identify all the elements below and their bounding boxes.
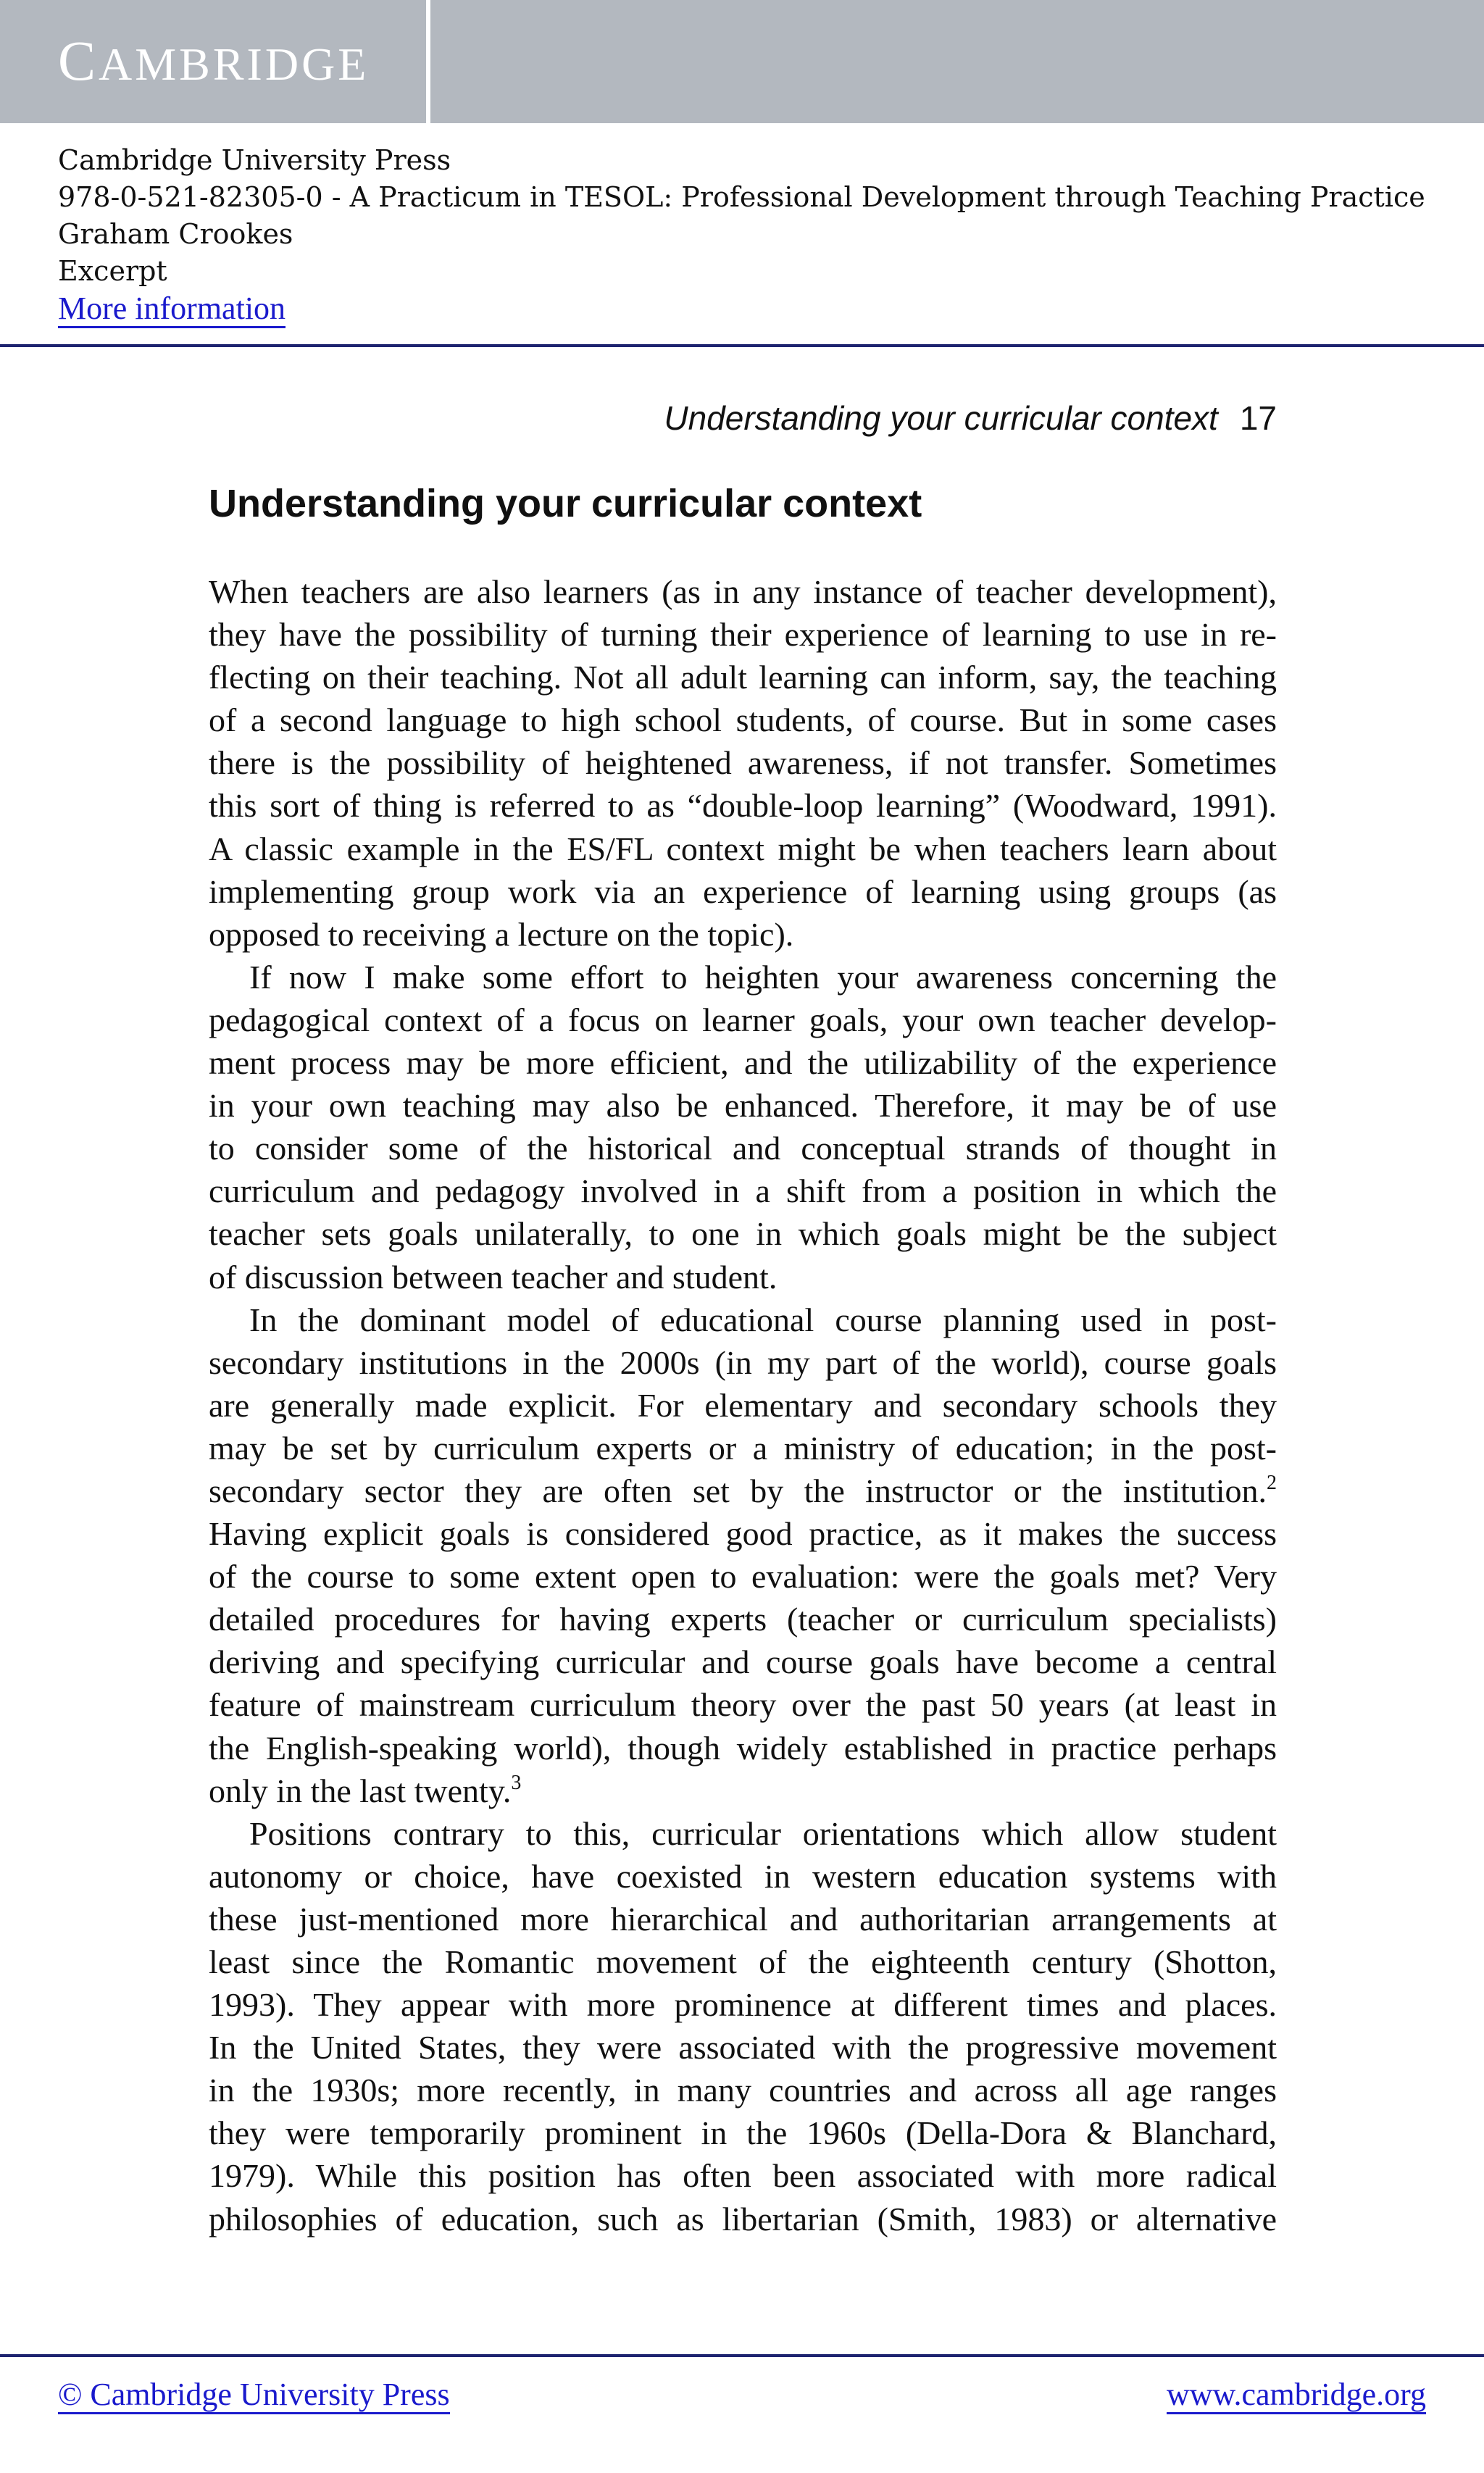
text-line: in your own teaching may also be enhanced. Therefore, it may be of use — [209, 1087, 1277, 1125]
text-line: feature of mainstream curriculum theory over the past 50 years (at least in — [209, 1686, 1277, 1724]
text-line: secondary institutions in the 2000s (in my part of the world), course goals — [209, 1343, 1277, 1381]
text-line: Positions contrary to this, curricular orientations which allow student — [249, 1814, 1277, 1852]
text-line: If now I make some effort to heighten your awareness concerning the — [249, 958, 1277, 996]
publisher-name: Cambridge University Press — [58, 144, 451, 176]
text-line: these just-mentioned more hierarchical and authoritarian arrangements at — [209, 1900, 1277, 1938]
body-text — [209, 570, 1277, 2240]
text-line: When teachers are also learners (as in any instance of teacher development), — [209, 573, 1277, 610]
text-line: only in the last twenty.$^3$ — [209, 1771, 522, 1809]
section-heading: Understanding your curricular context — [209, 482, 922, 525]
website-link[interactable]: www.cambridge.org — [1167, 2377, 1426, 2414]
isbn-title: 978-0-521-82305-0 - A Practicum in TESOL: Professional Development through Teaching Practice — [58, 181, 1425, 213]
copyright-link[interactable]: © Cambridge University Press — [58, 2377, 450, 2414]
running-head — [209, 397, 1277, 439]
text-line: A classic example in the ES/FL context might be when teachers learn about — [209, 830, 1277, 867]
footnote-ref-2[interactable]: 2 — [1267, 1471, 1277, 1494]
text-line: in the 1930s; more recently, in many countries and across all age ranges — [209, 2072, 1277, 2109]
text-line: implementing group work via an experience of learning using groups (as — [209, 872, 1277, 910]
text-line: ment process may be more efficient, and the utilizability of the experience — [209, 1044, 1277, 1082]
text-line: there is the possibility of heightened awareness, if not transfer. Sometimes — [209, 744, 1277, 782]
footer-rule — [0, 2354, 1484, 2357]
text-line: In the dominant model of educational course planning used in post- — [249, 1301, 1277, 1338]
text-line: opposed to receiving a lecture on the topic). — [209, 915, 794, 953]
header-rule — [0, 344, 1484, 347]
page-number: 17 — [1239, 399, 1277, 437]
text-line: pedagogical context of a focus on learner goals, your own teacher develop- — [209, 1001, 1277, 1038]
banner-divider — [426, 0, 430, 123]
text-line: they have the possibility of turning their experience of learning to use in re- — [209, 616, 1277, 654]
excerpt-label: Excerpt — [58, 255, 167, 287]
text-line: of the course to some extent open to evaluation: were the goals met? Very — [209, 1558, 1277, 1596]
text-line: least since the Romantic movement of the eighteenth century (Shotton, — [209, 1943, 1277, 1980]
author-name: Graham Crookes — [58, 218, 293, 250]
text-line: 1993). They appear with more prominence at different times and places. — [209, 1986, 1277, 2024]
text-line: In the United States, they were associated with the progressive movement — [209, 2029, 1277, 2067]
text-line: Having explicit goals is considered good practice, as it makes the success — [209, 1515, 1277, 1553]
text-line: detailed procedures for having experts (teacher or curriculum specialists) — [209, 1601, 1277, 1638]
running-head-title: Understanding your curricular context — [664, 399, 1218, 437]
text-line: are generally made explicit. For elementary and secondary schools they — [209, 1386, 1277, 1424]
cambridge-logo: CAMBRIDGE — [58, 29, 370, 92]
text-line: may be set by curriculum experts or a ministry of education; in the post- — [209, 1429, 1277, 1467]
text-line: deriving and specifying curricular and course goals have become a central — [209, 1643, 1277, 1681]
text-line: 1979). While this position has often been associated with more radical — [209, 2157, 1277, 2195]
more-information-link[interactable]: More information — [58, 291, 285, 328]
text-line: philosophies of education, such as libertarian (Smith, 1983) or alternative — [209, 2200, 1277, 2238]
text-line: of discussion between teacher and student. — [209, 1258, 778, 1296]
text-line: this sort of thing is referred to as “double-loop learning” (Woodward, 1991). — [209, 787, 1277, 825]
top-banner — [0, 0, 1484, 123]
text-line: flecting on their teaching. Not all adult learning can inform, say, the teaching — [209, 659, 1277, 696]
text-line: the English-speaking world), though widely established in practice perhaps — [209, 1729, 1277, 1767]
text-line: autonomy or choice, have coexisted in western education systems with — [209, 1857, 1277, 1895]
text-line: teacher sets goals unilaterally, to one in which goals might be the subject — [209, 1215, 1277, 1253]
text-line: of a second language to high school students, of course. But in some cases — [209, 701, 1277, 739]
text-line: to consider some of the historical and conceptual strands of thought in — [209, 1130, 1277, 1167]
text-line: curriculum and pedagogy involved in a shift from a position in which the — [209, 1172, 1277, 1210]
publication-info — [58, 142, 1425, 328]
text-line: secondary sector they are often set by the instructor or the institution.$^2$ — [209, 1471, 1277, 1509]
text-line: they were temporarily prominent in the 1960s (Della-Dora & Blanchard, — [209, 2114, 1277, 2152]
footnote-ref-3[interactable]: 3 — [511, 1771, 522, 1794]
